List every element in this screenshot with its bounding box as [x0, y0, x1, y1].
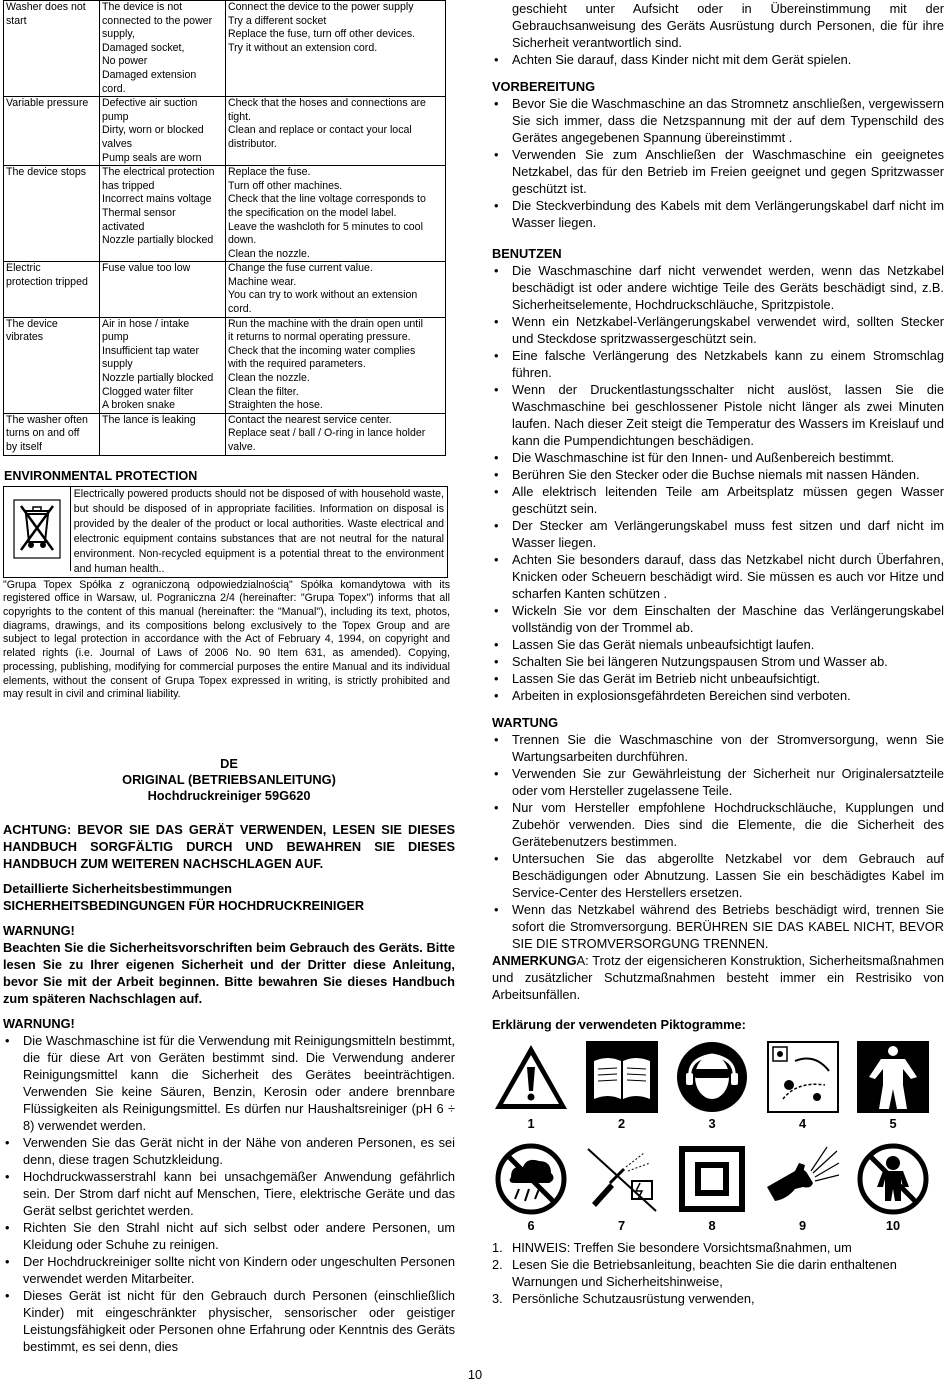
- legend-item: [492, 1239, 944, 1256]
- no-spray-at-electrics-icon: [583, 1143, 661, 1215]
- double-insulation-icon: [673, 1143, 751, 1215]
- table-row: [4, 1, 446, 97]
- left-column: [3, 0, 455, 1355]
- cause-cell: [100, 1, 226, 97]
- remedy-cell: [226, 166, 446, 262]
- table-row: [4, 166, 446, 262]
- table-row: [4, 97, 446, 166]
- manual-title: ORIGINAL (BETRIEBSANLEITUNG): [122, 771, 336, 787]
- table-cell-line: Straighten the hose.: [228, 399, 323, 412]
- warning-label-2: WARNUNG!: [3, 1015, 75, 1031]
- subheading-detailed: Detaillierte Sicherheitsbestimmungen: [3, 880, 232, 896]
- cause-cell: [100, 413, 226, 455]
- table-cell-line: tight.: [228, 110, 251, 123]
- pictogram-number: 3: [708, 1116, 716, 1131]
- table-cell-line: the specification on the model label.: [228, 206, 397, 219]
- pictogram-number: 8: [708, 1218, 716, 1233]
- list-item: • Der Stecker am Verlängerungskabel muss fest sitzen und darf nicht im Wasser liegen.: [492, 517, 944, 551]
- product-title: Hochdruckreiniger 59G620: [147, 787, 311, 803]
- table-row: [4, 262, 446, 317]
- table-cell-line: The device is not: [102, 1, 183, 13]
- legend-number: 2.: [492, 1257, 503, 1272]
- table-cell-line: Electric: [6, 262, 41, 275]
- table-cell-line: Change the fuse current value.: [228, 262, 373, 275]
- symptom-cell: [4, 166, 100, 262]
- warning-triangle-icon: [492, 1041, 570, 1113]
- usage-bullet-list: [492, 262, 944, 704]
- environment-text: Electrically powered products should not be disposed of with household waste, but should be disposed of in appropriate facilities. Information on disposal is provided by the dealer of the product or local authorities. Waste electrical and electronic equipment contains substances that are not neutral for the natural environment. Non-recycled equipment is a potential threat to the environment and human health..: [73, 487, 444, 575]
- maintenance-bullet-list: [492, 731, 944, 952]
- symptom-cell: [4, 97, 100, 166]
- table-cell-line: distributor.: [228, 137, 277, 150]
- cause-cell: [100, 317, 226, 413]
- remedy-cell: [226, 317, 446, 413]
- pictogram-number: 10: [885, 1218, 901, 1233]
- table-row: [4, 413, 446, 455]
- hand-spray-hazard-icon: [764, 1143, 842, 1215]
- legend-item: [492, 1256, 944, 1290]
- legend-text: Persönliche Schutzausrüstung verwenden,: [512, 1291, 755, 1306]
- table-cell-line: The lance is leaking: [102, 413, 196, 426]
- list-item: • Eine falsche Verlängerung des Netzkabels kann zu einem Stromschlag führen.: [492, 347, 944, 381]
- table-cell-line: Dirty, worn or blocked: [102, 124, 204, 137]
- table-cell-line: Try it without an extension cord.: [228, 41, 378, 54]
- table-cell-line: Replace the fuse.: [228, 166, 311, 179]
- list-item: • Richten Sie den Strahl nicht auf sich selbst oder andere Personen, um Kleidung oder Schuhe zu reinigen.: [3, 1219, 455, 1253]
- subheading-safety: SICHERHEITSBEDINGUNGEN FÜR HOCHDRUCKREINIGER: [3, 897, 365, 913]
- table-cell-line: A broken snake: [102, 399, 176, 412]
- pictogram-number: 4: [798, 1116, 807, 1131]
- symptom-cell: [4, 1, 100, 97]
- table-cell-line: turns on and off: [6, 427, 80, 440]
- table-cell-line: pump: [102, 331, 129, 344]
- remedy-cell: [226, 262, 446, 317]
- table-cell-line: valve.: [228, 441, 256, 453]
- table-cell-line: Leave the washcloth for 5 minutes to cool: [228, 220, 423, 233]
- pictogram-number: 6: [527, 1218, 535, 1233]
- table-row: [4, 317, 446, 413]
- warning-text: Beachten Sie die Sicherheitsvorschriften beim Gebrauch des Geräts. Bitte lesen Sie zu Ihrer eigenen Sicherheit und der Dritter diese Anleitung, bevor Sie mit der Arbeit beginnen. Bitte bewahren Sie dieses Handbuch zum späteren Nachschlagen auf.: [3, 939, 455, 1006]
- list-item: • Hochdruckwasserstrahl kann bei unsachgemäßer Anwendung gefährlich sein. Der Strom darf nicht auf Menschen, Tiere, elektrische Geräte und das Gerät selbst gerichtet werden.: [3, 1168, 455, 1219]
- table-cell-line: The washer often: [6, 413, 88, 426]
- table-cell-line: has tripped: [102, 179, 155, 192]
- table-cell-line: vibrates: [6, 331, 44, 344]
- protective-gear-icon: [673, 1041, 751, 1113]
- remark-paragraph: [492, 952, 944, 1003]
- table-cell-line: down.: [228, 234, 257, 247]
- pictogram-numbers-row-2: [492, 1218, 932, 1233]
- table-cell-line: supply: [102, 358, 133, 371]
- pictogram-number: 2: [617, 1116, 626, 1131]
- legend-item: [492, 1290, 944, 1307]
- warning-label: WARNUNG!: [3, 922, 75, 938]
- table-cell-line: Nozzle partially blocked: [102, 372, 214, 385]
- table-cell-line: Check that the incoming water complies: [228, 344, 416, 357]
- safety-bullet-list: [3, 1032, 455, 1355]
- no-rain-icon: [492, 1143, 570, 1215]
- table-cell-line: Replace the fuse, turn off other devices.: [228, 28, 416, 41]
- table-cell-line: by itself: [6, 441, 42, 453]
- list-item: • Dieses Gerät ist nicht für den Gebrauch durch Personen (einschließlich Kinder) mit eingeschränkter physischer, sensorischer oder geistiger Leistungsfähigkeit oder Personen ohne Erfahrung oder Kenntnis des Geräts bestimmt, es sei denn, dies: [3, 1287, 455, 1355]
- table-cell-line: Incorrect mains voltage: [102, 193, 212, 206]
- table-cell-line: Damaged extension: [102, 68, 197, 81]
- troubleshooting-table: [3, 0, 446, 456]
- table-cell-line: it returns to normal operating pressure.: [228, 331, 411, 344]
- table-cell-line: Fuse value too low: [102, 262, 191, 275]
- table-cell-line: Turn off other machines.: [228, 179, 343, 192]
- table-cell-line: Check that the hoses and connections are: [228, 97, 426, 110]
- list-item: • Die Steckverbindung des Kabels mit dem Verlängerungskabel darf nicht im Wasser liegen.: [492, 197, 944, 231]
- list-item: • Arbeiten in explosionsgefährdeten Bereichen sind verboten.: [492, 687, 944, 704]
- table-cell-line: Nozzle partially blocked: [102, 234, 214, 247]
- table-cell-line: No power: [102, 55, 148, 68]
- pictogram-number: 9: [798, 1218, 807, 1233]
- pictogram-row-1: [492, 1041, 932, 1113]
- list-item: • Wenn der Druckentlastungsschalter nicht auslöst, lassen Sie die Waschmaschine bei geschlossener Pistole nicht länger als zwei Minuten laufen. Nach dieser Zeit steigt die Temperatur des Wassers im Kreislauf und kann die Pumpendichtungen beschädigen.: [492, 381, 944, 449]
- page-number: 10: [467, 1367, 483, 1382]
- list-item: • Alle elektrisch leitenden Teile am Arbeitsplatz müssen gegen Wasser geschützt sein.: [492, 483, 944, 517]
- continued-bullet-list: [492, 51, 944, 68]
- list-item: • Nur vom Hersteller empfohlene Hochdruckschläuche, Kupplungen und Zubehör verwenden. Dies sind die Elemente, die die Sicherheit des Gerätebenutzers bestimmen.: [492, 799, 944, 850]
- list-item: • Verwenden Sie zum Anschließen der Waschmaschine ein geeignetes Netzkabel, das für den Betrieb im Freien geeignet und gegen Spritzwasser geschützt ist.: [492, 146, 944, 197]
- pictograms-heading: Erklärung der verwendeten Piktogramme:: [492, 1017, 746, 1032]
- table-cell-line: You can try to work without an extension: [228, 289, 418, 302]
- cause-cell: [100, 97, 226, 166]
- list-item: • Wenn das Netzkabel während des Betriebs beschädigt wird, trennen Sie sofort die Stromversorgung. BERÜHREN SIE DAS KABEL NICHT, BEVOR SIE DIE STROMVERSORGUNG TRENNEN.: [492, 901, 944, 952]
- list-item: • Trennen Sie die Waschmaschine von der Stromversorgung, wenn Sie Wartungsarbeiten durchführen.: [492, 731, 944, 765]
- remark-label: ANMERKUNG: [492, 953, 577, 968]
- pictogram-number: 5: [889, 1116, 897, 1131]
- list-item: • Achten Sie darauf, dass Kinder nicht mit dem Gerät spielen.: [492, 51, 944, 68]
- section-heading-usage: BENUTZEN: [492, 246, 562, 261]
- list-item: • Die Waschmaschine ist für den Innen- und Außenbereich bestimmt.: [492, 449, 944, 466]
- table-cell-line: with the required parameters.: [228, 358, 366, 371]
- list-item: • Untersuchen Sie das abgerollte Netzkabel vor dem Gebrauch auf Beschädigungen oder Abnutzung. Lassen Sie ein beschädigtes Kabel im Service-Center des Herstellers ersetzen.: [492, 850, 944, 901]
- list-item: • Wickeln Sie vor dem Einschalten der Maschine das Verlängerungskabel vollständig von der Trommel ab.: [492, 602, 944, 636]
- table-cell-line: Replace seat / ball / O-ring in lance holder: [228, 427, 426, 440]
- pictogram-numbers-row-1: [492, 1116, 932, 1131]
- table-cell-line: Thermal sensor: [102, 206, 176, 219]
- table-cell-line: Damaged socket,: [102, 41, 185, 54]
- remedy-cell: [226, 1, 446, 97]
- legend-text: HINWEIS: Treffen Sie besondere Vorsichtsmaßnahmen, um: [512, 1240, 852, 1255]
- table-cell-line: Insufficient tap water: [102, 344, 199, 357]
- crossed-out-wheelie-bin-icon: [4, 487, 71, 571]
- pictogram-row-2: [492, 1143, 932, 1215]
- symptom-cell: [4, 262, 100, 317]
- list-item: • Lassen Sie das Gerät niemals unbeaufsichtigt laufen.: [492, 636, 944, 653]
- table-cell-line: Air in hose / intake: [102, 317, 190, 330]
- table-cell-line: Clean the nozzle.: [228, 372, 310, 385]
- copyright-notice: "Grupa Topex Spółka z ograniczoną odpowiedzialnością" Spółka komandytowa with its registered office in Warsaw, ul. Pograniczna 2/4 (hereinafter: "Grupa Topex") informs that all copyrights to the content of this manual (hereinafter: the "Manual"), including its text, photos, diagrams, drawings, and its compositions belong exclusively to the Topex Group and are subject to legal protection in accordance with the Act of February 4, 1994, on copyright and related rights (i.e. Journal of Laws of 2006 No. 90 Item 631, as amended). Copying, processing, publishing, modifying for commercial purposes the entire Manual and its individual elements, without the consent of Grupa Topex expressed in writing, is strictly prohibited and may result in civil and criminal liability.: [3, 578, 450, 701]
- table-cell-line: Clean the nozzle.: [228, 247, 310, 260]
- symptom-cell: [4, 317, 100, 413]
- table-cell-line: Variable pressure: [6, 97, 89, 110]
- list-item: • Lassen Sie das Gerät im Betrieb nicht unbeaufsichtigt.: [492, 670, 944, 687]
- table-cell-line: Clean and replace or contact your local: [228, 124, 412, 137]
- table-cell-line: The device: [6, 317, 58, 330]
- list-item: • Bevor Sie die Waschmaschine an das Stromnetz anschließen, vergewissern Sie sich immer, dass die Netzspannung mit der auf dem Typenschild des Gerätes angegebenen Spannung übereinstimmt .: [492, 95, 944, 146]
- german-section-header: [3, 756, 455, 804]
- section-heading-maintenance: WARTUNG: [492, 715, 559, 730]
- nameplate-symbols-icon: [764, 1041, 842, 1113]
- no-children-icon: [854, 1143, 932, 1215]
- table-cell-line: activated: [102, 220, 145, 233]
- legend-text: Lesen Sie die Betriebsanleitung, beachten Sie die darin enthaltenen Warnungen und Sicherheitshinweise,: [512, 1257, 897, 1289]
- section-heading-preparation: VORBEREITUNG: [492, 79, 596, 94]
- cause-cell: [100, 262, 226, 317]
- remark-text: A: Trotz der eigensicheren Konstruktion, Sicherheitsmaßnahmen und zusätzlicher Schutzmaßnahmen besteht immer ein Restrisiko von Arbeitsunfällen.: [492, 953, 944, 1002]
- table-cell-line: Try a different socket: [228, 14, 327, 27]
- pictogram-legend: [492, 1239, 944, 1307]
- table-cell-line: Run the machine with the drain open until: [228, 317, 423, 330]
- legend-number: 1.: [492, 1240, 503, 1255]
- table-cell-line: protection tripped: [6, 275, 88, 288]
- table-cell-line: Contact the nearest service center.: [228, 413, 392, 426]
- table-cell-line: cord.: [228, 303, 252, 316]
- attention-notice: ACHTUNG: BEVOR SIE DAS GERÄT VERWENDEN, LESEN SIE DIESES HANDBUCH SORGFÄLTIG DURCH UND BEWAHREN SIE DIESES HANDBUCH ZUM WEITEREN NACHSCHLAGEN AUF.: [3, 821, 455, 871]
- table-cell-line: Clogged water filter: [102, 385, 194, 398]
- environment-heading: ENVIRONMENTAL PROTECTION: [4, 468, 198, 483]
- list-item: • Berühren Sie den Stecker oder die Buchse niemals mit nassen Händen.: [492, 466, 944, 483]
- environment-box: [3, 486, 448, 578]
- pictogram-number: 1: [527, 1116, 535, 1131]
- list-item: • Achten Sie besonders darauf, dass das Netzkabel nicht durch Überfahren, Knicken oder Scheuern beschädigt wird. Sie müssen es auch vor Hitze und scharfen Kanten schützen .: [492, 551, 944, 602]
- table-cell-line: start: [6, 14, 27, 27]
- list-item: • Wenn ein Netzkabel-Verlängerungskabel verwendet wird, sollten Stecker und Steckdose spritzwassergeschützt sein.: [492, 313, 944, 347]
- list-item: • Die Waschmaschine ist für die Verwendung mit Reinigungsmitteln bestimmt, die für diese Art von Geräten bestimmt sind. Die Verwendung anderer Reinigungsmittel kann die Sicherheit des Gerätes beeinträchtigen. Verwenden Sie keine Säuren, Benzin, Kerosin oder andere brennbare Flüssigkeiten als Reinigungsmittel. Es dürfen nur Haushaltsreiniger (pH 6 ÷ 8) verwendet werden.: [3, 1032, 455, 1134]
- table-cell-line: Machine wear.: [228, 275, 297, 288]
- protective-clothing-icon: [854, 1041, 932, 1113]
- cause-cell: [100, 166, 226, 262]
- symptom-cell: [4, 413, 100, 455]
- list-item: • Verwenden Sie zur Gewährleistung der Sicherheit nur Originalersatzteile oder vom Hersteller zugelassene Teile.: [492, 765, 944, 799]
- list-item: • Der Hochdruckreiniger sollte nicht von Kindern oder ungeschulten Personen verwendet werden Mitarbeiter.: [3, 1253, 455, 1287]
- open-manual-icon: [583, 1041, 661, 1113]
- language-code: DE: [220, 755, 238, 771]
- continued-text: geschieht unter Aufsicht oder in Übereinstimmung mit der Gebrauchsanweisung des Geräts Ausrüstung durch Personen, die für ihre Sicherheit verantwortlich sind.: [512, 1, 944, 50]
- table-cell-line: Clean the filter.: [228, 385, 299, 398]
- table-cell-line: Defective air suction: [102, 97, 198, 110]
- table-cell-line: pump: [102, 110, 129, 123]
- table-cell-line: Pump seals are worn: [102, 151, 202, 164]
- right-column: [492, 0, 944, 1307]
- table-cell-line: cord.: [102, 82, 126, 95]
- preparation-bullet-list: [492, 95, 944, 231]
- list-item: • Verwenden Sie das Gerät nicht in der Nähe von anderen Personen, es sei denn, diese tragen Schutzkleidung.: [3, 1134, 455, 1168]
- table-cell-line: Check that the line voltage corresponds to: [228, 193, 426, 206]
- table-cell-line: supply,: [102, 28, 135, 41]
- table-cell-line: Connect the device to the power supply: [228, 1, 414, 13]
- list-item: • Die Waschmaschine darf nicht verwendet werden, wenn das Netzkabel beschädigt ist oder andere wichtige Teile des Geräts beschädigt sind, z.B. Sicherheitselemente, Hochdruckschläuche, Spritzpistole.: [492, 262, 944, 313]
- legend-number: 3.: [492, 1291, 503, 1306]
- table-cell-line: connected to the power: [102, 14, 213, 27]
- table-cell-line: Washer does not: [6, 1, 86, 13]
- table-cell-line: The device stops: [6, 166, 87, 179]
- table-cell-line: valves: [102, 137, 133, 150]
- table-cell-line: The electrical protection: [102, 166, 215, 179]
- remedy-cell: [226, 97, 446, 166]
- pictogram-number: 7: [617, 1218, 626, 1233]
- remedy-cell: [226, 413, 446, 455]
- list-item: • Schalten Sie bei längeren Nutzungspausen Strom und Wasser ab.: [492, 653, 944, 670]
